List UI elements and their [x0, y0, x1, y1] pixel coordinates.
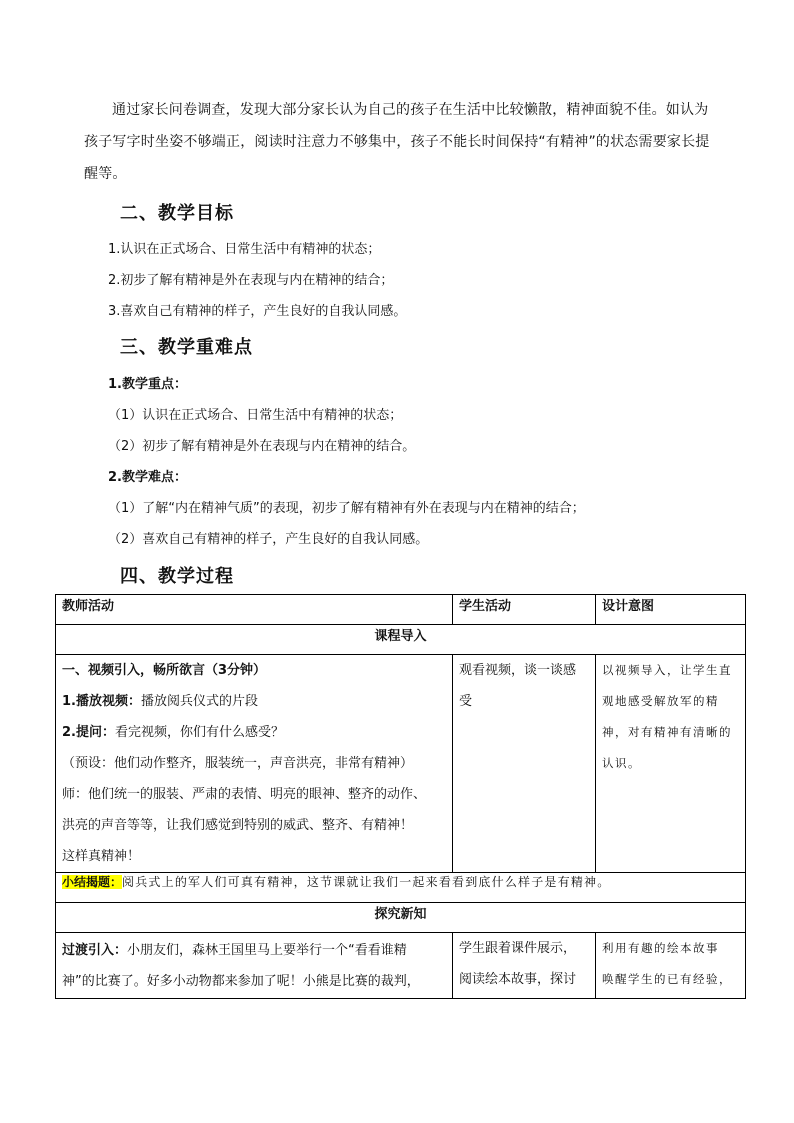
objective-item: 3.喜欢自己有精神的样子，产生良好的自我认同感。	[108, 304, 407, 319]
activity-line: 神”的比赛了。好多小动物都来参加了呢！小熊是比赛的裁判，	[62, 974, 420, 989]
table-row	[56, 933, 746, 999]
section-heading-objectives: 二、教学目标	[120, 203, 234, 224]
header-student-activity: 学生活动	[453, 595, 596, 625]
lesson-process-table	[55, 594, 746, 999]
key-point-item: （1）认识在正式场合、日常生活中有精神的状态；	[108, 408, 403, 423]
section-heading-keypoints: 三、教学重难点	[120, 337, 253, 358]
design-intent-cell: 利用有趣的绘本故事 唤醒学生的已有经验，	[596, 933, 746, 999]
intro-paragraph: 通过家长问卷调查，发现大部分家长认为自己的孩子在生活中比较懒散，精神面貌不佳。如认为孩子写字时坐姿不够端正，阅读时注意力不够集中，孩子不能长时间保持“有精神”的状态需要家长提醒等。	[84, 102, 710, 182]
summary-text: 阅兵式上的军人们可真有精神，这节课就让我们一起来看看到底什么样子是有精神。	[122, 875, 611, 889]
activity-line: 洪亮的声音等等，让我们感觉到特别的威武、整齐、有精神！	[62, 818, 414, 833]
activity-line: 过渡引入：小朋友们，森林王国里马上要举行一个“看看谁精	[62, 943, 407, 958]
teacher-activity-cell	[56, 655, 453, 873]
activity-heading: 一、视频引入，畅所欲言（3分钟）	[62, 663, 267, 678]
header-teacher-activity: 教师活动	[56, 595, 453, 625]
key-point-item: （2）初步了解有精神是外在表现与内在精神的结合。	[108, 439, 416, 454]
summary-label: 小结揭题：	[62, 875, 123, 889]
summary-row	[56, 873, 746, 903]
summary-cell	[56, 873, 746, 903]
difficulty-item: （1）了解“内在精神气质”的表现，初步了解有精神有外在表现与内在精神的结合；	[108, 501, 585, 516]
design-intent-cell: 以视频导入，让学生直 观地感受解放军的精 神，对有精神有清晰的 认识。	[596, 655, 746, 873]
difficulty-label: 2.教学难点：	[108, 470, 187, 485]
table-row	[56, 655, 746, 873]
section-heading-process: 四、教学过程	[120, 566, 234, 587]
key-points-label: 1.教学重点：	[108, 377, 187, 392]
section-row-intro	[56, 625, 746, 655]
student-activity-cell: 学生跟着课件展示， 阅读绘本故事，探讨	[453, 933, 596, 999]
activity-line: （预设：他们动作整齐，服装统一，声音洪亮，非常有精神）	[62, 756, 414, 771]
activity-line: 师：他们统一的服装、严肃的表情、明亮的眼神、整齐的动作、	[62, 787, 427, 802]
objective-item: 2.初步了解有精神是外在表现与内在精神的结合；	[108, 273, 394, 288]
activity-line: 2.提问：看完视频，你们有什么感受？	[62, 725, 284, 740]
objective-item: 1.认识在正式场合、日常生活中有精神的状态；	[108, 242, 381, 257]
teacher-activity-cell	[56, 933, 453, 999]
section-row-explore	[56, 903, 746, 933]
student-activity-cell: 观看视频，谈一谈感 受	[453, 655, 596, 873]
difficulty-item: （2）喜欢自己有精神的样子，产生良好的自我认同感。	[108, 532, 429, 547]
section-title-intro: 课程导入	[56, 625, 746, 655]
activity-line: 这样真精神！	[62, 849, 141, 864]
activity-line: 1.播放视频：播放阅兵仪式的片段	[62, 694, 258, 709]
table-header-row	[56, 595, 746, 625]
section-title-explore: 探究新知	[56, 903, 746, 933]
header-design-intent: 设计意图	[596, 595, 746, 625]
